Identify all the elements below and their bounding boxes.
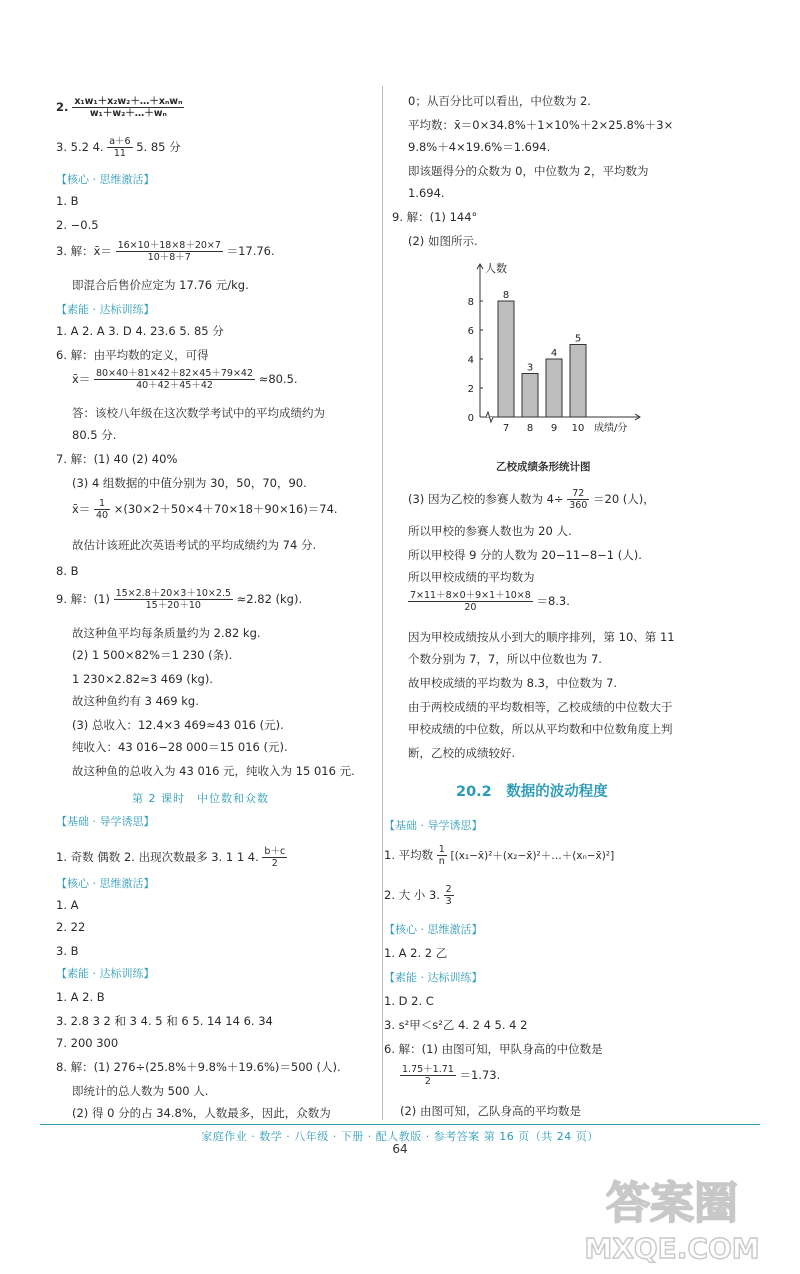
column-divider	[382, 86, 383, 1120]
answer-line	[72, 498, 338, 521]
answer-line: 故甲校成绩的平均数为 8.3，中位数为 7.	[408, 676, 618, 690]
text: 3. 5.2 4.	[56, 140, 104, 154]
text: ≈80.5.	[258, 372, 298, 386]
section-label: 【基础 · 导学诱思】	[384, 819, 483, 832]
text: 9. 解：(1)	[56, 592, 110, 606]
y-tick-label: 8	[467, 297, 474, 308]
answer-line: 因为甲校成绩按从小到大的顺序排列，第 10、第 11	[408, 630, 675, 644]
numerator: 80×40＋81×42＋82×45＋79×42	[95, 368, 254, 379]
answer-line: 2. 22	[56, 920, 86, 934]
text: (3) 因为乙校的参赛人数为 4÷	[408, 492, 564, 506]
answer-line: (3) 4 组数据的中值分别为 30，50，70，90.	[72, 476, 307, 490]
text: 1. 奇数 偶数 2. 出现次数最多 3. 1 1 4.	[56, 850, 259, 864]
answer-line	[72, 368, 298, 391]
answer-line	[56, 136, 181, 159]
watermark-line1: 答案圈	[606, 1178, 738, 1229]
bar	[498, 301, 514, 417]
answer-line	[56, 240, 275, 263]
text: ＝8.3.	[536, 594, 570, 608]
numerator: 1.75＋1.71	[402, 1064, 454, 1075]
answer-line: 0；从百分比可以看出，中位数为 2.	[408, 94, 591, 108]
answer-line: 1. D 2. C	[384, 994, 434, 1008]
answer-line: 所以甲校成绩的平均数为	[408, 570, 535, 584]
y-tick-label: 0	[467, 413, 474, 424]
text: ＝17.76.	[226, 244, 275, 258]
answer-line: 即该题得分的众数为 0，中位数为 2，平均数为	[408, 164, 649, 178]
answer-line: 3. B	[56, 944, 79, 958]
answer-line: 1.694.	[408, 186, 445, 200]
text: ≈2.82 (kg).	[236, 592, 303, 606]
answer-line: 1. A 2. A 3. D 4. 23.6 5. 85 分	[56, 324, 224, 338]
denominator: 3	[445, 896, 452, 907]
answer-line: 8. 解：(1) 276÷(25.8%＋9.8%＋19.6%)＝500 (人).	[56, 1060, 341, 1074]
chart-layer	[468, 261, 640, 434]
answer-line: 3. s²甲＜s²乙 4. 2 4 5. 4 2	[384, 1018, 528, 1032]
answer-line: (2) 由图可知，乙队身高的平均数是	[400, 1104, 581, 1118]
answer-line	[56, 588, 302, 611]
watermark-line2: MXQE.COM	[584, 1232, 760, 1265]
numerator: b＋c	[264, 846, 286, 857]
page-number: 64	[392, 1142, 408, 1156]
fraction	[262, 846, 287, 869]
answer-line: (2) 1 500×82%＝1 230 (条).	[72, 648, 233, 662]
answer-line: 1. A	[56, 898, 79, 912]
lesson-title: 第 2 课时 中位数和众数	[132, 792, 269, 805]
y-tick-label: 6	[467, 326, 474, 337]
numerator: 16×10＋18×8＋20×7	[117, 240, 221, 251]
answer-line: 所以甲校得 9 分的人数为 20−11−8−1 (人).	[408, 548, 642, 562]
answer-line: 6. 解：(1) 由图可知，甲队身高的中位数是	[384, 1042, 603, 1056]
answer-line: 即混合后售价应定为 17.76 元/kg.	[72, 278, 249, 292]
answer-line	[408, 488, 655, 511]
bar-value-label: 3	[526, 362, 534, 374]
text: 2. 大 小 3.	[384, 888, 440, 902]
denominator: 2	[424, 1076, 431, 1087]
answer-line: 故这种鱼的总收入为 43 016 元，纯收入为 15 016 元.	[72, 764, 355, 778]
numerator: 1	[94, 498, 110, 510]
text: x̄＝	[72, 372, 91, 386]
text: [(x₁−x̄)²＋(x₂−x̄)²＋…＋(xₙ−x̄)²]	[450, 850, 615, 862]
answer-line: 故这种鱼平均每条质量约为 2.82 kg.	[72, 626, 261, 640]
numerator: 7×11＋8×0＋9×1＋10×8	[410, 590, 531, 601]
section-label: 【基础 · 导学诱思】	[56, 815, 155, 828]
answer-line: 7. 200 300	[56, 1036, 119, 1050]
section-heading: 20.2 数据的波动程度	[456, 784, 608, 800]
text: x̄＝	[72, 502, 91, 516]
y-axis-label: 人数	[485, 262, 507, 275]
numerator: 2	[445, 884, 452, 895]
answer-line: 1. A 2. 2 乙	[384, 946, 448, 960]
bar-value-label: 4	[550, 348, 558, 359]
fraction	[116, 240, 223, 263]
denominator: w₁＋w₂＋…＋wₙ	[89, 108, 167, 119]
answer-number: 2.	[56, 100, 69, 114]
fraction	[107, 136, 132, 159]
answer-line: 断，乙校的成绩较好.	[408, 746, 516, 760]
denominator: 15＋20＋10	[145, 600, 201, 611]
denominator: 40＋42＋45＋42	[136, 380, 213, 391]
answer-line: 1. A 2. B	[56, 990, 105, 1004]
answer-line: (2) 如图所示.	[408, 234, 478, 248]
bar	[522, 374, 538, 418]
text: ＝1.73.	[459, 1068, 501, 1082]
fraction	[437, 844, 447, 867]
answer-line: 纯收入：43 016−28 000＝15 016 (元).	[72, 740, 288, 754]
numerator: 72	[567, 488, 589, 500]
fraction	[114, 588, 233, 611]
fraction	[567, 488, 589, 511]
answer-line	[408, 590, 570, 613]
y-tick-label: 4	[467, 355, 474, 366]
section-label: 【核心 · 思维激活】	[384, 923, 483, 936]
x-tick-label: 9	[550, 423, 558, 434]
answer-line: 8. B	[56, 564, 79, 578]
y-tick-label: 2	[467, 384, 474, 395]
text: 3. 解：x̄＝	[56, 244, 112, 258]
denominator: 10＋8＋7	[147, 252, 191, 263]
answer-line: 1. B	[56, 194, 79, 208]
x-tick-label: 7	[502, 423, 510, 434]
answer-line: 3. 2.8 3 2 和 3 4. 5 和 6 5. 14 14 6. 34	[56, 1014, 273, 1028]
section-label: 【核心 · 思维激活】	[56, 877, 155, 890]
x-axis-label: 成绩/分	[594, 423, 628, 434]
x-tick-label: 10	[571, 423, 585, 434]
denominator: 2	[271, 858, 278, 869]
bar-value-label: 8	[502, 290, 510, 301]
fraction	[94, 498, 110, 521]
numerator: 15×2.8＋20×3＋10×2.5	[115, 588, 231, 599]
numerator: x₁w₁＋x₂w₂＋…＋xₙwₙ	[74, 96, 183, 107]
answer-line: 故估计该班此次英语考试的平均成绩约为 74 分.	[72, 538, 317, 552]
text: 1. 平均数	[384, 848, 434, 862]
answer-line: 1 230×2.82≈3 469 (kg).	[72, 672, 213, 686]
fraction	[408, 590, 533, 613]
answer-line	[56, 96, 184, 119]
answer-line: 个数分别为 7，7，所以中位数也为 7.	[408, 652, 602, 666]
answer-line: 7. 解：(1) 40 (2) 40%	[56, 452, 178, 466]
answer-line: 9. 解：(1) 144°	[392, 210, 478, 224]
answer-line	[400, 1064, 500, 1087]
answer-line: 平均数：x̄＝0×34.8%＋1×10%＋2×25.8%＋3×	[408, 118, 674, 132]
answer-line: 由于两校成绩的平均数相等，乙校成绩的中位数大于	[408, 700, 673, 714]
answer-line: 所以甲校的参赛人数也为 20 人.	[408, 524, 572, 538]
denominator: n	[438, 856, 445, 867]
footer-text: 家庭作业 · 数学 · 八年级 · 下册 · 配人教版 · 参考答案 第 16 页（共 24 页）	[201, 1130, 599, 1143]
fraction	[72, 96, 184, 119]
watermark-logo	[566, 1168, 778, 1268]
denominator: 11	[113, 148, 126, 159]
answer-line: 答：该校八年级在这次数学考试中的平均成绩约为	[72, 406, 325, 420]
answer-line: 9.8%＋4×19.6%＝1.694.	[408, 140, 551, 154]
fraction	[400, 1064, 456, 1087]
numerator: 1	[438, 844, 445, 855]
numerator: a＋6	[109, 136, 131, 147]
text: ＝20 (人)，	[593, 492, 655, 506]
denominator: 20	[464, 602, 477, 613]
denominator: 360	[569, 500, 588, 511]
answer-line: 6. 解：由平均数的定义，可得	[56, 348, 209, 362]
answer-line: (3) 总收入：12.4×3 469≈43 016 (元).	[72, 718, 284, 732]
chart-caption: 乙校成绩条形统计图	[496, 461, 591, 473]
bar	[546, 359, 562, 417]
axis-break-mark	[486, 412, 493, 422]
answer-line: 甲校成绩的中位数，所以从平均数和中位数角度上判	[408, 722, 673, 736]
x-tick-label: 8	[526, 423, 534, 434]
answer-line: 故这种鱼约有 3 469 kg.	[72, 694, 199, 708]
answer-line: 即统计的总人数为 500 人.	[72, 1084, 209, 1098]
fraction	[444, 884, 454, 907]
section-label: 【素能 · 达标训练】	[56, 967, 155, 980]
section-label: 【核心 · 思维激活】	[56, 173, 155, 186]
bar-value-label: 5	[574, 333, 582, 345]
answer-line: (2) 得 0 分的占 34.8%，人数最多，因此，众数为	[72, 1106, 331, 1120]
answer-line	[384, 884, 454, 907]
answer-line: 80.5 分.	[72, 428, 117, 442]
answer-line: 2. −0.5	[56, 218, 99, 232]
text: ×(30×2＋50×4＋70×18＋90×16)＝74.	[113, 502, 338, 516]
answer-line	[384, 844, 614, 867]
footer-rule	[40, 1124, 760, 1125]
fraction	[94, 368, 255, 391]
text: 5. 85 分	[136, 140, 181, 154]
bar	[570, 345, 586, 418]
section-label: 【素能 · 达标训练】	[56, 303, 155, 316]
section-label: 【素能 · 达标训练】	[384, 971, 483, 984]
answer-line	[56, 846, 287, 869]
bar-chart	[440, 254, 660, 444]
denominator: 40	[95, 510, 109, 521]
